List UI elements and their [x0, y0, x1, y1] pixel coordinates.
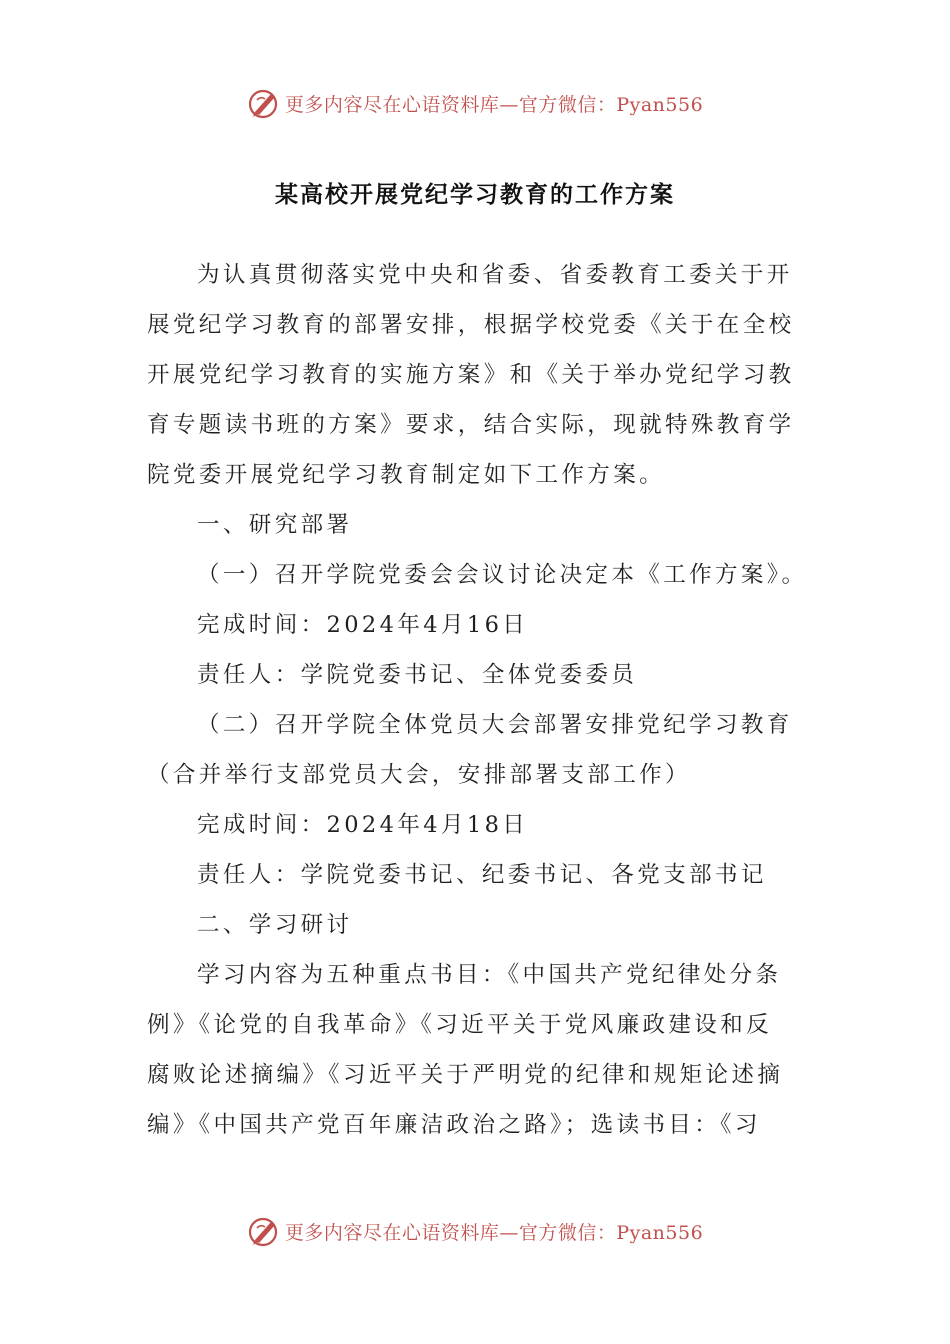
watermark-text: 更多内容尽在心语资料库—官方微信：Pyan556 — [284, 1221, 704, 1244]
body-line: 展党纪学习教育的部署安排，根据学校党委《关于在全校 — [147, 312, 795, 338]
header-watermark — [0, 83, 950, 123]
completion-time: 完成时间：2024年4月18日 — [197, 812, 529, 838]
body-line: 学习内容为五种重点书目：《中国共产党纪律处分条 — [197, 962, 782, 988]
document-title: 某高校开展党纪学习教育的工作方案 — [275, 181, 675, 208]
body-line: 育专题读书班的方案》要求，结合实际，现就特殊教育学 — [147, 412, 795, 438]
body-line: 院党委开展党纪学习教育制定如下工作方案。 — [147, 462, 666, 488]
section-heading: 二、学习研讨 — [197, 912, 353, 938]
pen-logo-icon — [247, 1214, 281, 1248]
body-line: 例》《论党的自我革命》《习近平关于党风廉政建设和反 — [147, 1012, 773, 1038]
body-line: （合并举行支部党员大会，安排部署支部工作） — [147, 762, 691, 788]
responsible-person: 责任人：学院党委书记、纪委书记、各党支部书记 — [197, 862, 767, 888]
completion-time: 完成时间：2024年4月16日 — [197, 612, 529, 638]
body-line: （一）召开学院党委会会议讨论决定本《工作方案》。 — [197, 562, 808, 588]
body-line: 编》《中国共产党百年廉洁政治之路》；选读书目：《习 — [147, 1112, 761, 1138]
pen-logo-icon — [247, 86, 281, 120]
document-body — [147, 250, 808, 1150]
body-line: （二）召开学院全体党员大会部署安排党纪学习教育 — [197, 712, 793, 738]
footer-watermark — [0, 1211, 950, 1251]
body-line: 为认真贯彻落实党中央和省委、省委教育工委关于开 — [197, 262, 793, 288]
watermark-text: 更多内容尽在心语资料库—官方微信：Pyan556 — [284, 93, 704, 116]
body-line: 开展党纪学习教育的实施方案》和《关于举办党纪学习教 — [147, 362, 795, 388]
responsible-person: 责任人：学院党委书记、全体党委委员 — [197, 662, 638, 688]
body-line: 腐败论述摘编》《习近平关于严明党的纪律和规矩论述摘 — [147, 1062, 784, 1088]
section-heading: 一、研究部署 — [197, 512, 353, 538]
